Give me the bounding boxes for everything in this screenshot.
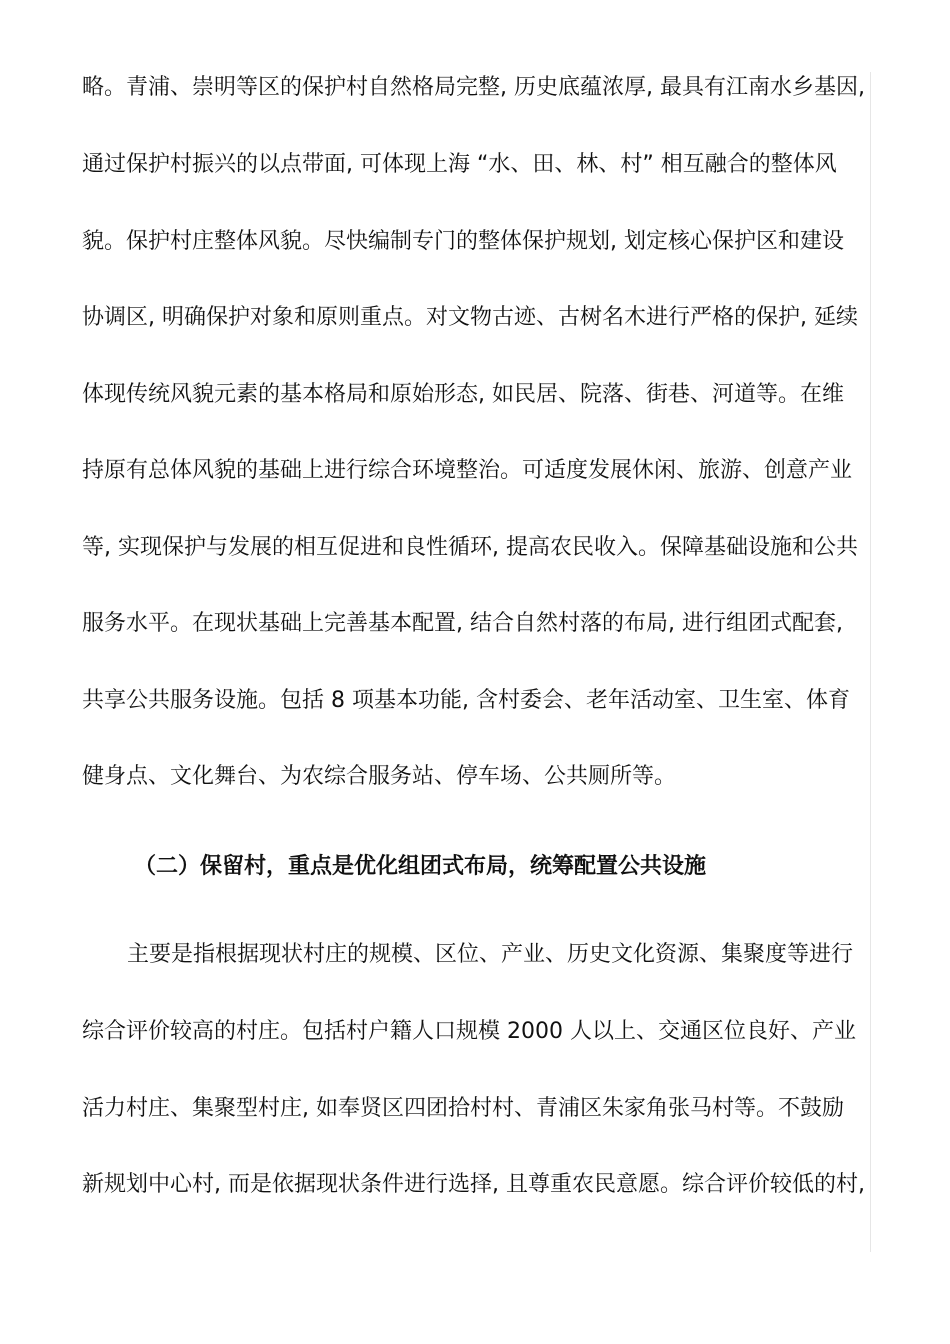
paragraph-line: 综合评价较高的村庄。包括村户籍人口规模 2000 人以上、交通区位良好、产业 <box>82 1019 856 1044</box>
paragraph-line: 服务水平。在现状基础上完善基本配置, 结合自然村落的布局, 进行组团式配套, <box>82 611 843 636</box>
paragraph-line: 貌。保护村庄整体风貌。尽快编制专门的整体保护规划, 划定核心保护区和建设 <box>82 229 844 254</box>
paragraph-line: 协调区, 明确保护对象和原则重点。对文物古迹、古树名木进行严格的保护, 延续 <box>82 305 858 330</box>
paragraph-line: 等, 实现保护与发展的相互促进和良性循环, 提高农民收入。保障基础设施和公共 <box>82 535 858 560</box>
section-heading: （二）保留村，重点是优化组团式布局，统筹配置公共设施 <box>134 854 707 879</box>
paragraph-line: 共享公共服务设施。包括 8 项基本功能, 含村委会、老年活动室、卫生室、体育 <box>82 688 850 713</box>
paragraph-line: 体现传统风貌元素的基本格局和原始形态, 如民居、院落、街巷、河道等。在维 <box>82 382 844 407</box>
paragraph-line: 持原有总体风貌的基础上进行综合环境整治。可适度发展休闲、旅游、创意产业 <box>82 458 853 483</box>
paragraph-line: 健身点、文化舞台、为农综合服务站、停车场、公共厕所等。 <box>82 764 677 789</box>
paragraph-line: 通过保护村振兴的以点带面, 可体现上海 “水、田、林、村” 相互融合的整体风 <box>82 152 837 177</box>
paragraph-line: 新规划中心村, 而是依据现状条件进行选择, 且尊重农民意愿。综合评价较低的村, <box>82 1172 865 1197</box>
paragraph-line: 活力村庄、集聚型村庄, 如奉贤区四团拾村村、青浦区朱家角张马村等。不鼓励 <box>82 1096 844 1121</box>
paragraph-line: 主要是指根据现状村庄的规模、区位、产业、历史文化资源、集聚度等进行 <box>127 942 854 967</box>
paragraph-line: 略。青浦、崇明等区的保护村自然格局完整, 历史底蕴浓厚, 最具有江南水乡基因, <box>82 75 865 100</box>
